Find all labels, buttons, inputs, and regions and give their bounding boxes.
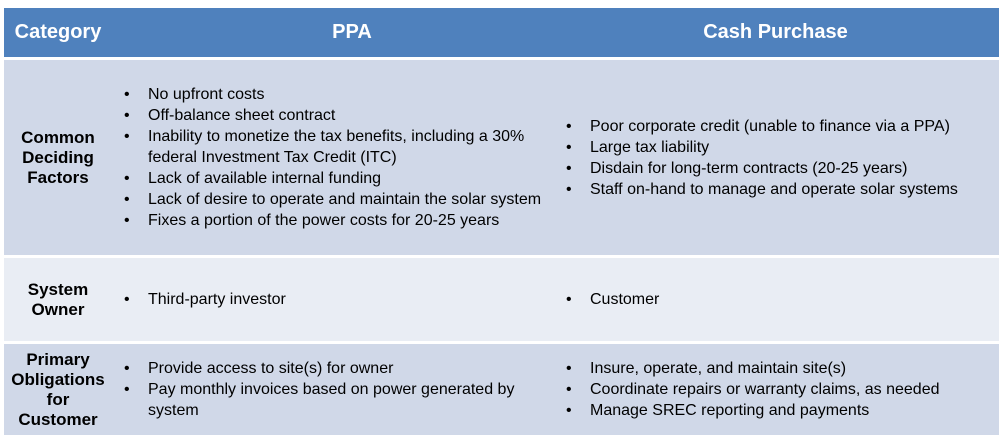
list-item: • Fixes a portion of the power costs for 20-25 years — [112, 210, 542, 231]
cash-bullet-list — [552, 358, 940, 421]
ppa-cell — [112, 60, 552, 255]
category-label — [21, 128, 95, 188]
header-cash-purchase: Cash Purchase — [703, 21, 848, 43]
category-line: System — [27, 279, 89, 299]
ppa-bullet-list — [112, 289, 286, 310]
list-item: • Third-party investor — [112, 289, 286, 310]
category-cell — [4, 60, 112, 255]
category-line: Common — [21, 127, 95, 147]
ppa-bullet-list — [112, 358, 542, 421]
list-item: • Staff on-hand to manage and operate solar systems — [554, 179, 958, 200]
ppa-cell — [112, 344, 552, 435]
table-row-primary-obligations — [4, 344, 999, 435]
cash-purchase-cell — [552, 258, 999, 341]
category-cell — [4, 344, 112, 435]
header-category: Category — [14, 21, 102, 43]
cash-bullet-list — [552, 116, 958, 200]
list-item: • Poor corporate credit (unable to finance via a PPA) — [554, 116, 958, 137]
comparison-table — [4, 8, 999, 435]
list-item: • Disdain for long-term contracts (20-25 years) — [554, 158, 958, 179]
cash-bullet-list — [552, 289, 659, 310]
category-label — [11, 350, 105, 430]
list-item: • No upfront costs — [112, 84, 542, 105]
header-ppa: PPA — [332, 21, 372, 43]
list-item: • Lack of desire to operate and maintain the solar system — [112, 189, 542, 210]
category-line: Obligations — [11, 369, 105, 389]
list-item: • Insure, operate, and maintain site(s) — [554, 358, 940, 379]
cash-purchase-cell — [552, 60, 999, 255]
list-item: • Manage SREC reporting and payments — [554, 400, 940, 421]
list-item: • Off-balance sheet contract — [112, 105, 542, 126]
category-label — [28, 280, 88, 320]
list-item: • Coordinate repairs or warranty claims, as needed — [554, 379, 940, 400]
category-cell — [4, 258, 112, 341]
category-line: Deciding — [22, 147, 94, 167]
cash-purchase-cell — [552, 344, 999, 435]
list-item: • Lack of available internal funding — [112, 168, 542, 189]
category-line: Primary — [26, 349, 90, 369]
table-row-common-deciding-factors — [4, 60, 999, 258]
ppa-cell — [112, 258, 552, 341]
category-line: for — [46, 389, 70, 409]
category-line: Factors — [27, 167, 89, 187]
list-item: • Customer — [554, 289, 659, 310]
category-line: Customer — [18, 409, 98, 429]
list-item: • Pay monthly invoices based on power generated by system — [112, 379, 542, 421]
list-item: • Inability to monetize the tax benefits, including a 30% federal Investment Tax Credit (ITC) — [112, 126, 542, 168]
table-row-system-owner — [4, 258, 999, 344]
list-item: • Provide access to site(s) for owner — [112, 358, 542, 379]
category-line: Owner — [31, 299, 85, 319]
list-item: • Large tax liability — [554, 137, 958, 158]
table-header-row — [4, 8, 999, 60]
ppa-bullet-list — [112, 84, 542, 231]
